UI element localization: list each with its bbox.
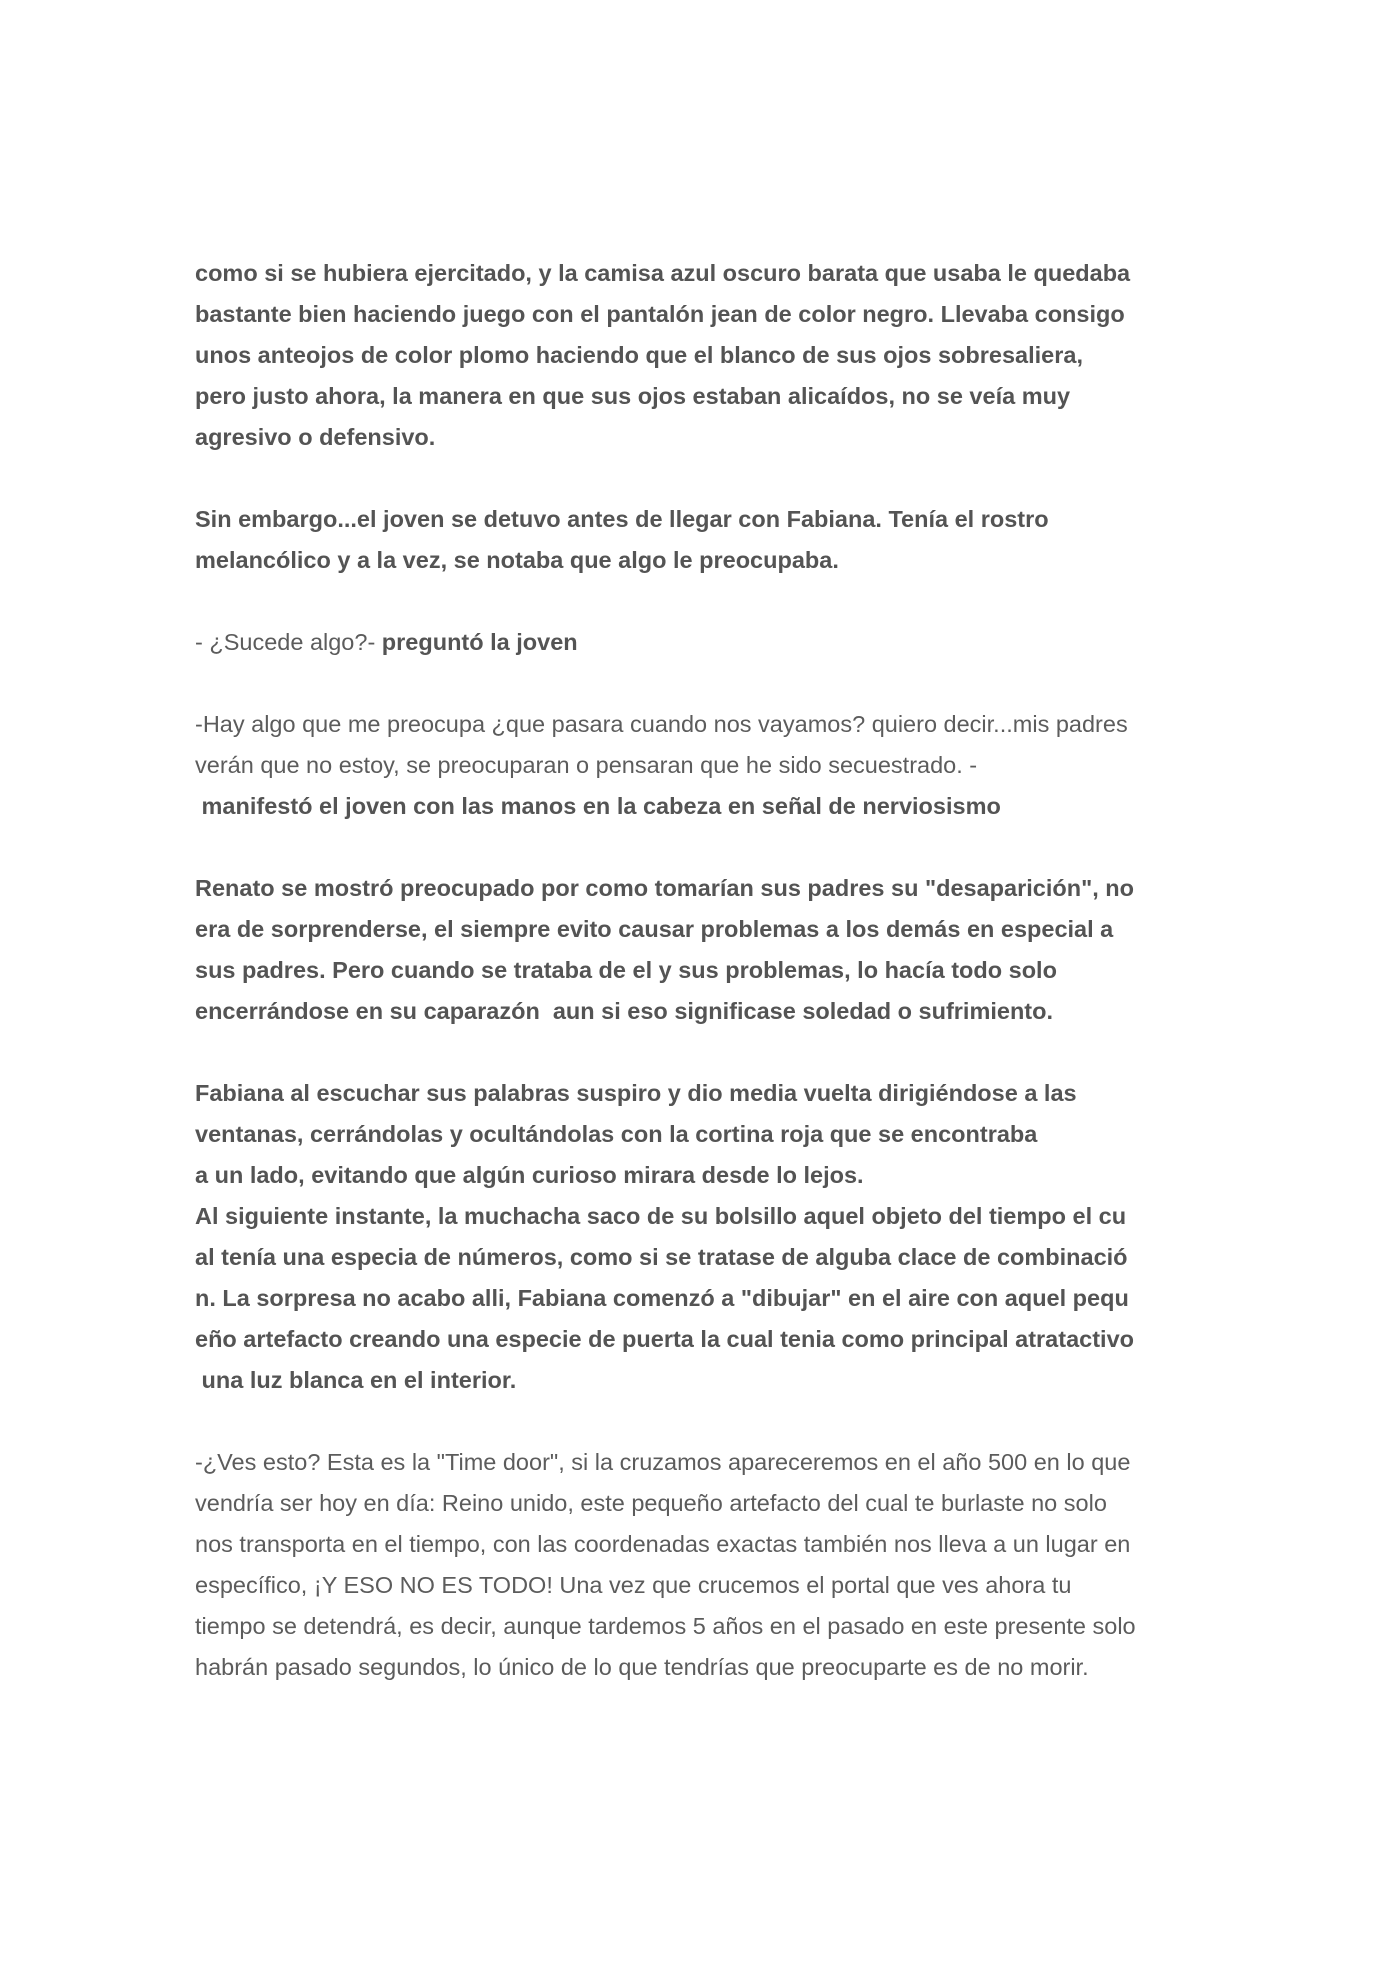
- text-run: una luz blanca en el interior.: [195, 1367, 517, 1393]
- text-run: bastante bien haciendo juego con el pantalón jean de color negro. Llevaba consigo: [195, 301, 1125, 327]
- text-run: verán que no estoy, se preocuparan o pensaran que he sido secuestrado. -: [195, 752, 978, 778]
- text-run: n. La sorpresa no acabo alli, Fabiana comenzó a "dibujar" en el aire con aquel pequ: [195, 1285, 1129, 1311]
- text-run: - ¿Sucede algo?-: [195, 629, 382, 655]
- text-line: [195, 1442, 1130, 1483]
- text-line: [195, 253, 1130, 294]
- text-run: específico, ¡Y ESO NO ES TODO! Una vez que crucemos el portal que ves ahora tu: [195, 1572, 1072, 1598]
- text-line: [195, 1237, 1128, 1278]
- text-run: Al siguiente instante, la muchacha saco de su bolsillo aquel objeto del tiempo el cu: [195, 1203, 1127, 1229]
- text-run: Sin embargo...el joven se detuvo antes de llegar con Fabiana. Tenía el rostro: [195, 506, 1049, 532]
- text-run: -Hay algo que me preocupa ¿que pasara cuando nos vayamos? quiero decir...mis padres: [195, 711, 1128, 737]
- text-line: [195, 376, 1070, 417]
- text-line: [195, 950, 1057, 991]
- text-run: nos transporta en el tiempo, con las coordenadas exactas también nos lleva a un lugar en: [195, 1531, 1131, 1557]
- text-line: [195, 1606, 1136, 1647]
- text-run: Fabiana al escuchar sus palabras suspiro y dio media vuelta dirigiéndose a las: [195, 1080, 1077, 1106]
- text-run: manifestó el joven con las manos en la cabeza en señal de nerviosismo: [195, 793, 1001, 819]
- text-line: [195, 1196, 1126, 1237]
- text-line: [195, 294, 1125, 335]
- text-line: [195, 335, 1083, 376]
- text-line: [195, 540, 839, 581]
- text-run: -¿Ves esto? Esta es la "Time door", si la cruzamos apareceremos en el año 500 en lo que: [195, 1449, 1131, 1475]
- text-run: encerrándose en su caparazón aun si eso significase soledad o sufrimiento.: [195, 998, 1054, 1024]
- text-line: [195, 1647, 1089, 1688]
- text-line: [195, 1114, 1037, 1155]
- text-line: [195, 786, 1001, 827]
- text-line: [195, 1278, 1129, 1319]
- text-line: [195, 745, 977, 786]
- text-run: ventanas, cerrándolas y ocultándolas con la cortina roja que se encontraba: [195, 1121, 1038, 1147]
- text-line: [195, 1155, 864, 1196]
- text-run: como si se hubiera ejercitado, y la camisa azul oscuro barata que usaba le quedaba: [195, 260, 1131, 286]
- text-line: [195, 1565, 1071, 1606]
- text-run: al tenía una especia de números, como si se tratase de alguba clace de combinació: [195, 1244, 1128, 1270]
- text-line: [195, 499, 1049, 540]
- text-line: [195, 1483, 1107, 1524]
- text-run: era de sorprenderse, el siempre evito causar problemas a los demás en especial a: [195, 916, 1114, 942]
- text-line: [195, 991, 1053, 1032]
- text-line: [195, 704, 1128, 745]
- text-line: [195, 1360, 516, 1401]
- text-run: habrán pasado segundos, lo único de lo que tendrías que preocuparte es de no morir.: [195, 1654, 1089, 1680]
- text-run: vendría ser hoy en día: Reino unido, este pequeño artefacto del cual te burlaste no solo: [195, 1490, 1107, 1516]
- text-run: eño artefacto creando una especie de puerta la cual tenia como principal atratactivo: [195, 1326, 1134, 1352]
- text-line: [195, 1524, 1130, 1565]
- text-line: [195, 909, 1113, 950]
- text-line: [195, 622, 578, 663]
- text-run: sus padres. Pero cuando se trataba de el y sus problemas, lo hacía todo solo: [195, 957, 1057, 983]
- text-run: unos anteojos de color plomo haciendo que el blanco de sus ojos sobresaliera,: [195, 342, 1083, 368]
- text-run: melancólico y a la vez, se notaba que algo le preocupaba.: [195, 547, 839, 573]
- text-run: tiempo se detendrá, es decir, aunque tardemos 5 años en el pasado en este presente solo: [195, 1613, 1136, 1639]
- text-run: preguntó la joven: [381, 629, 578, 655]
- text-line: [195, 417, 435, 458]
- text-line: [195, 868, 1134, 909]
- text-run: Renato se mostró preocupado por como tomarían sus padres su "desaparición", no: [195, 875, 1134, 901]
- text-line: [195, 1073, 1077, 1114]
- text-line: [195, 1319, 1134, 1360]
- text-run: agresivo o defensivo.: [195, 424, 436, 450]
- text-run: pero justo ahora, la manera en que sus ojos estaban alicaídos, no se veía muy: [195, 383, 1071, 409]
- text-run: a un lado, evitando que algún curioso mirara desde lo lejos.: [195, 1162, 864, 1188]
